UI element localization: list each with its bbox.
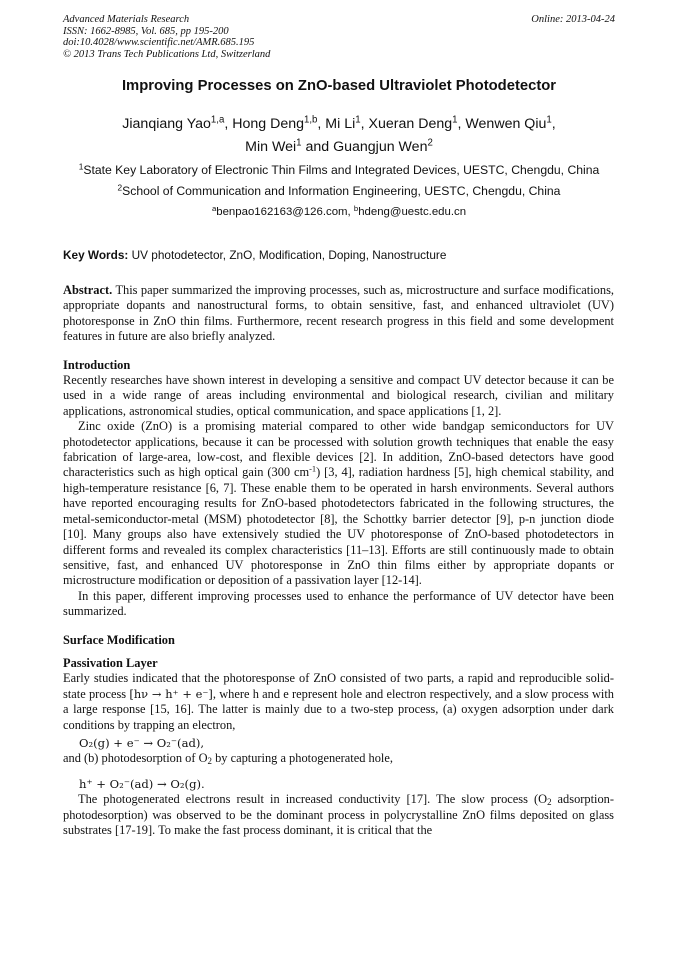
author-name: Min Wei xyxy=(245,139,297,155)
abstract-label: Abstract. xyxy=(63,283,113,297)
passivation-layer-heading: Passivation Layer xyxy=(63,655,158,670)
affiliation-mark: 1 xyxy=(78,161,84,172)
oxygen-subscript: 2 xyxy=(207,756,212,767)
paper-title: Improving Processes on ZnO-based Ultraviolet Photodetector xyxy=(121,78,557,94)
author-separator: , xyxy=(551,116,556,132)
surface-paragraph-1 xyxy=(63,671,614,733)
issn-line: ISSN: 1662-8985, Vol. 685, pp 195-200 xyxy=(63,25,229,37)
author-line-1 xyxy=(63,113,615,136)
intro-paragraph-1: Recently researches have shown interest in developing a sensitive and compact UV detector because it can be used in a wide range of areas including environmental and biological research, civilian and military applications, astronomical studies, optical communication, and space applications [1, 2]. xyxy=(63,373,614,418)
author-affiliation-mark: 1 xyxy=(355,114,361,126)
author-affiliation-mark: 1 xyxy=(452,114,458,126)
author-name: Jianqiang Yao xyxy=(122,116,211,132)
journal-header xyxy=(63,14,615,60)
author-affiliation-mark: 1,b xyxy=(304,114,318,126)
author-separator: , xyxy=(317,116,326,132)
email-separator: , xyxy=(347,206,354,218)
keywords-line xyxy=(63,248,623,262)
author-separator: , xyxy=(360,116,369,132)
keywords-label: Key Words: xyxy=(63,248,129,262)
author-affiliation-mark: 1,a xyxy=(210,114,225,126)
copyright-line: © 2013 Trans Tech Publications Ltd, Switzerland xyxy=(63,48,271,60)
surface-paragraph-3 xyxy=(63,792,614,838)
author-affiliation-mark: 1 xyxy=(296,137,302,149)
affiliation-mark: 2 xyxy=(117,182,123,193)
inline-equation: [hν → h⁺ + e⁻] xyxy=(129,686,213,701)
paper-body xyxy=(63,283,614,838)
abstract-paragraph xyxy=(63,283,614,345)
author-affiliation-mark: 2 xyxy=(427,137,433,149)
author-name: Hong Deng xyxy=(232,116,304,132)
surface-paragraph-2-text-cont: by capturing a photogenerated hole, xyxy=(211,751,393,766)
author-separator: , xyxy=(224,116,233,132)
author-line-2 xyxy=(63,136,615,159)
equation-1: O₂(g) + e⁻ → O₂⁻(ad), xyxy=(79,735,205,750)
intro-paragraph-3: In this paper, different improving processes used to enhance the performance of UV detector have been summarized. xyxy=(63,588,614,619)
author-name: Wenwen Qiu xyxy=(465,116,547,132)
keywords-text: UV photodetector, ZnO, Modification, Doping, Nanostructure xyxy=(131,248,447,262)
intro-paragraph-2-text-cont: ) [3, 4], radiation hardness [5], high chemical stability, and high-temperature resistance [6, 7]. These enable them to be operated in harsh environments. Several authors have reported encouraging results for ZnO-based photodetectors fabricated in the following structures, the metal-semiconductor-metal (MSM) photodetector [8], the Schottky barrier detector [9], p-n junction diode [10]. Many groups also have extensively studied the UV photoresponse of ZnO-based photodetectors in different forms and revealed its complex characteristics [11–13]. Efforts are still continuously made to obtain sensitive, fast, and enhanced UV photoresponse in ZnO thin films either by appropriate dopants or microstructure modification or deposition of a passivation layer [12-14]. xyxy=(63,465,614,588)
surface-paragraph-2-text: and (b) photodesorption of O xyxy=(63,751,208,766)
surface-paragraph-1-text: Early studies indicated that the photoresponse of ZnO consisted of two parts, a rapid and reproducible solid-state process xyxy=(63,671,614,701)
email-address: hdeng@uestc.edu.cn xyxy=(358,206,467,218)
online-date: Online: 2013-04-24 xyxy=(531,14,615,25)
author-separator: and xyxy=(301,139,334,155)
email-line xyxy=(63,202,615,223)
introduction-heading: Introduction xyxy=(63,357,131,372)
affiliation-1 xyxy=(63,160,615,181)
intro-paragraph-2 xyxy=(63,419,614,588)
journal-name: Advanced Materials Research xyxy=(63,14,190,25)
surface-paragraph-3-text: The photogenerated electrons result in increased conductivity [17]. The slow process (O xyxy=(78,792,548,807)
intro-paragraph-2-text: Zinc oxide (ZnO) is a promising material compared to other wide bandgap semiconductors for UV photodetector applications, because it can be processed with solution growth techniques that enable the easy fabrication of large-area, low-cost, and flexible devices [2]. In addition, ZnO-based detectors have good characteristics such as high optical gain (300 cm xyxy=(63,419,614,480)
email-mark: b xyxy=(353,203,359,213)
surface-paragraph-2 xyxy=(63,751,614,766)
author-name: Mi Li xyxy=(325,116,356,132)
author-name: Guangjun Wen xyxy=(333,139,428,155)
doi-line: doi:10.4028/www.scientific.net/AMR.685.195 xyxy=(63,37,255,48)
equation-2: h⁺ + O₂⁻(ad) → O₂(g). xyxy=(79,776,205,791)
surface-paragraph-1-text-cont: , where h and e represent hole and electron respectively, and a slow process with a large response [15, 16]. The latter is mainly due to a two-step process, (a) oxygen adsorption under dark conditions by trapping an electron, xyxy=(63,686,614,732)
author-name: Xueran Deng xyxy=(368,116,453,132)
affiliation-2 xyxy=(63,181,615,202)
affiliation-text: State Key Laboratory of Electronic Thin Films and Integrated Devices, UESTC, Chengdu, China xyxy=(83,163,600,177)
email-mark: a xyxy=(211,203,217,213)
affiliation-text: School of Communication and Information Engineering, UESTC, Chengdu, China xyxy=(122,184,561,198)
author-separator: , xyxy=(457,116,466,132)
oxygen-subscript: 2 xyxy=(547,797,552,808)
email-address: benpao162163@126.com xyxy=(216,206,348,218)
surface-paragraph-3-text-cont: adsorption-photodesorption) was observed to be the dominant process in polycrystalline ZnO films deposited on glass substrates [17-19]. To make the fast process dominant, it is critical that the xyxy=(63,792,614,837)
surface-modification-heading: Surface Modification xyxy=(63,632,175,647)
unit-exponent: -1 xyxy=(309,463,317,474)
author-list xyxy=(63,113,615,159)
affiliation-block xyxy=(63,160,615,223)
author-affiliation-mark: 1 xyxy=(546,114,552,126)
abstract-text: This paper summarized the improving processes, such as, microstructure and surface modifications, appropriate dopants and nanostructural forms, to obtain sensitive, fast, and enhanced ultraviolet (UV) photoresponse in ZnO thin films. Furthermore, recent research progress in this field and some development features in future are also briefly analyzed. xyxy=(63,283,614,344)
